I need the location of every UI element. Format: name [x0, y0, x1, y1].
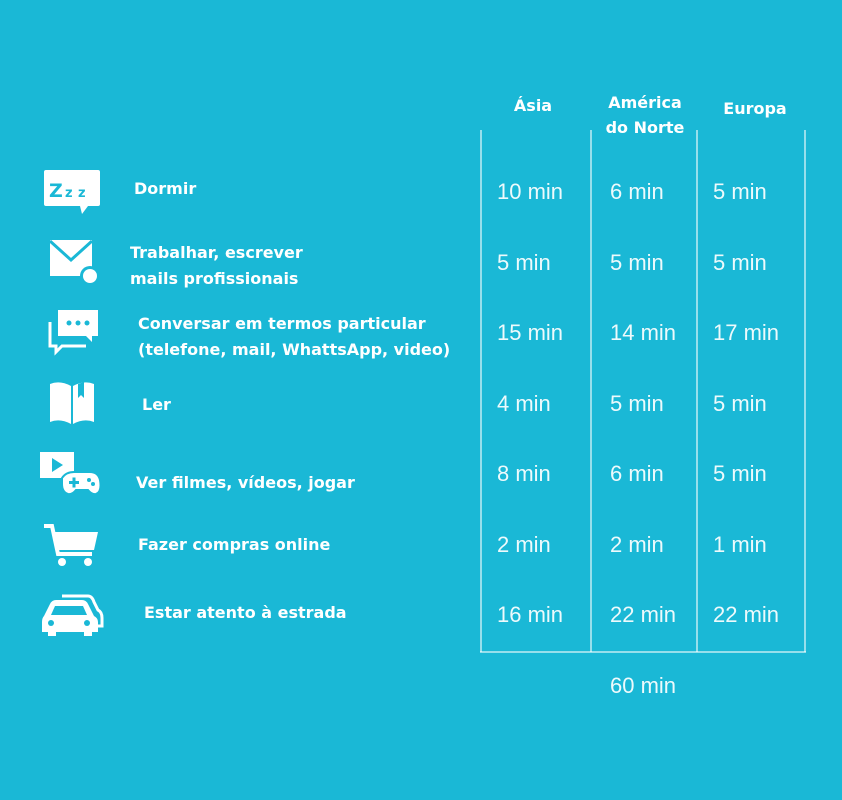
column-header-america-do-norte [592, 90, 698, 140]
grid-line [480, 651, 806, 653]
table-cell: 5 min [713, 391, 767, 416]
row-label-dormir: Dormir [134, 179, 197, 198]
column-header-asia: Ásia [513, 96, 553, 115]
table-cell: 14 min [610, 320, 677, 345]
table-cell: 22 min [610, 602, 677, 627]
column-header-europa: Europa [723, 99, 787, 118]
table-cell: 6 min [610, 179, 664, 204]
row-label-trabalhar: Trabalhar, escrever mails profissionais [130, 243, 303, 288]
chat-bubbles-icon [40, 306, 104, 356]
table-cell: 22 min [713, 602, 780, 627]
table-cell: 16 min [497, 602, 564, 627]
table-cell: 5 min [497, 250, 551, 275]
grid-line [480, 130, 482, 652]
cars-icon [40, 590, 104, 640]
table-cell: 6 min [610, 461, 664, 486]
row-label-fazer-compras: Fazer compras online [138, 535, 331, 554]
shopping-cart-icon [40, 520, 104, 570]
svg-text:z: z [65, 186, 73, 201]
table-cell: 5 min [713, 461, 767, 486]
mail-icon [40, 236, 104, 286]
table-cell: 1 min [713, 532, 767, 557]
column-header-line: América [608, 93, 682, 112]
sleep-zzz-icon [40, 168, 104, 218]
svg-text:z: z [78, 186, 86, 201]
table-cell: 5 min [610, 250, 664, 275]
table-cell: 10 min [497, 179, 564, 204]
table-cell: 8 min [497, 461, 551, 486]
row-label-ler: Ler [142, 395, 171, 414]
video-gamepad-icon [38, 448, 102, 498]
table-cell: 5 min [713, 250, 767, 275]
row-label-estar-atento: Estar atento à estrada [144, 603, 347, 622]
total-value: 60 min [610, 673, 677, 698]
table-cell: 5 min [713, 179, 767, 204]
grid-line [804, 130, 806, 652]
table-cell: 5 min [610, 391, 664, 416]
book-icon [40, 378, 104, 428]
row-label-ver-filmes: Ver filmes, vídeos, jogar [136, 473, 355, 492]
column-header-line: do Norte [605, 118, 685, 137]
table-cell: 15 min [497, 320, 564, 345]
row-label-conversar: Conversar em termos particular (telefone, mail, WhattsApp, video) [138, 314, 451, 359]
table-cell: 4 min [497, 391, 551, 416]
grid-line [696, 130, 698, 652]
table-cell: 17 min [713, 320, 780, 345]
table-cell: 2 min [497, 532, 551, 557]
grid-line [590, 130, 592, 652]
svg-text:Z: Z [49, 180, 63, 202]
table-cell: 2 min [610, 532, 664, 557]
